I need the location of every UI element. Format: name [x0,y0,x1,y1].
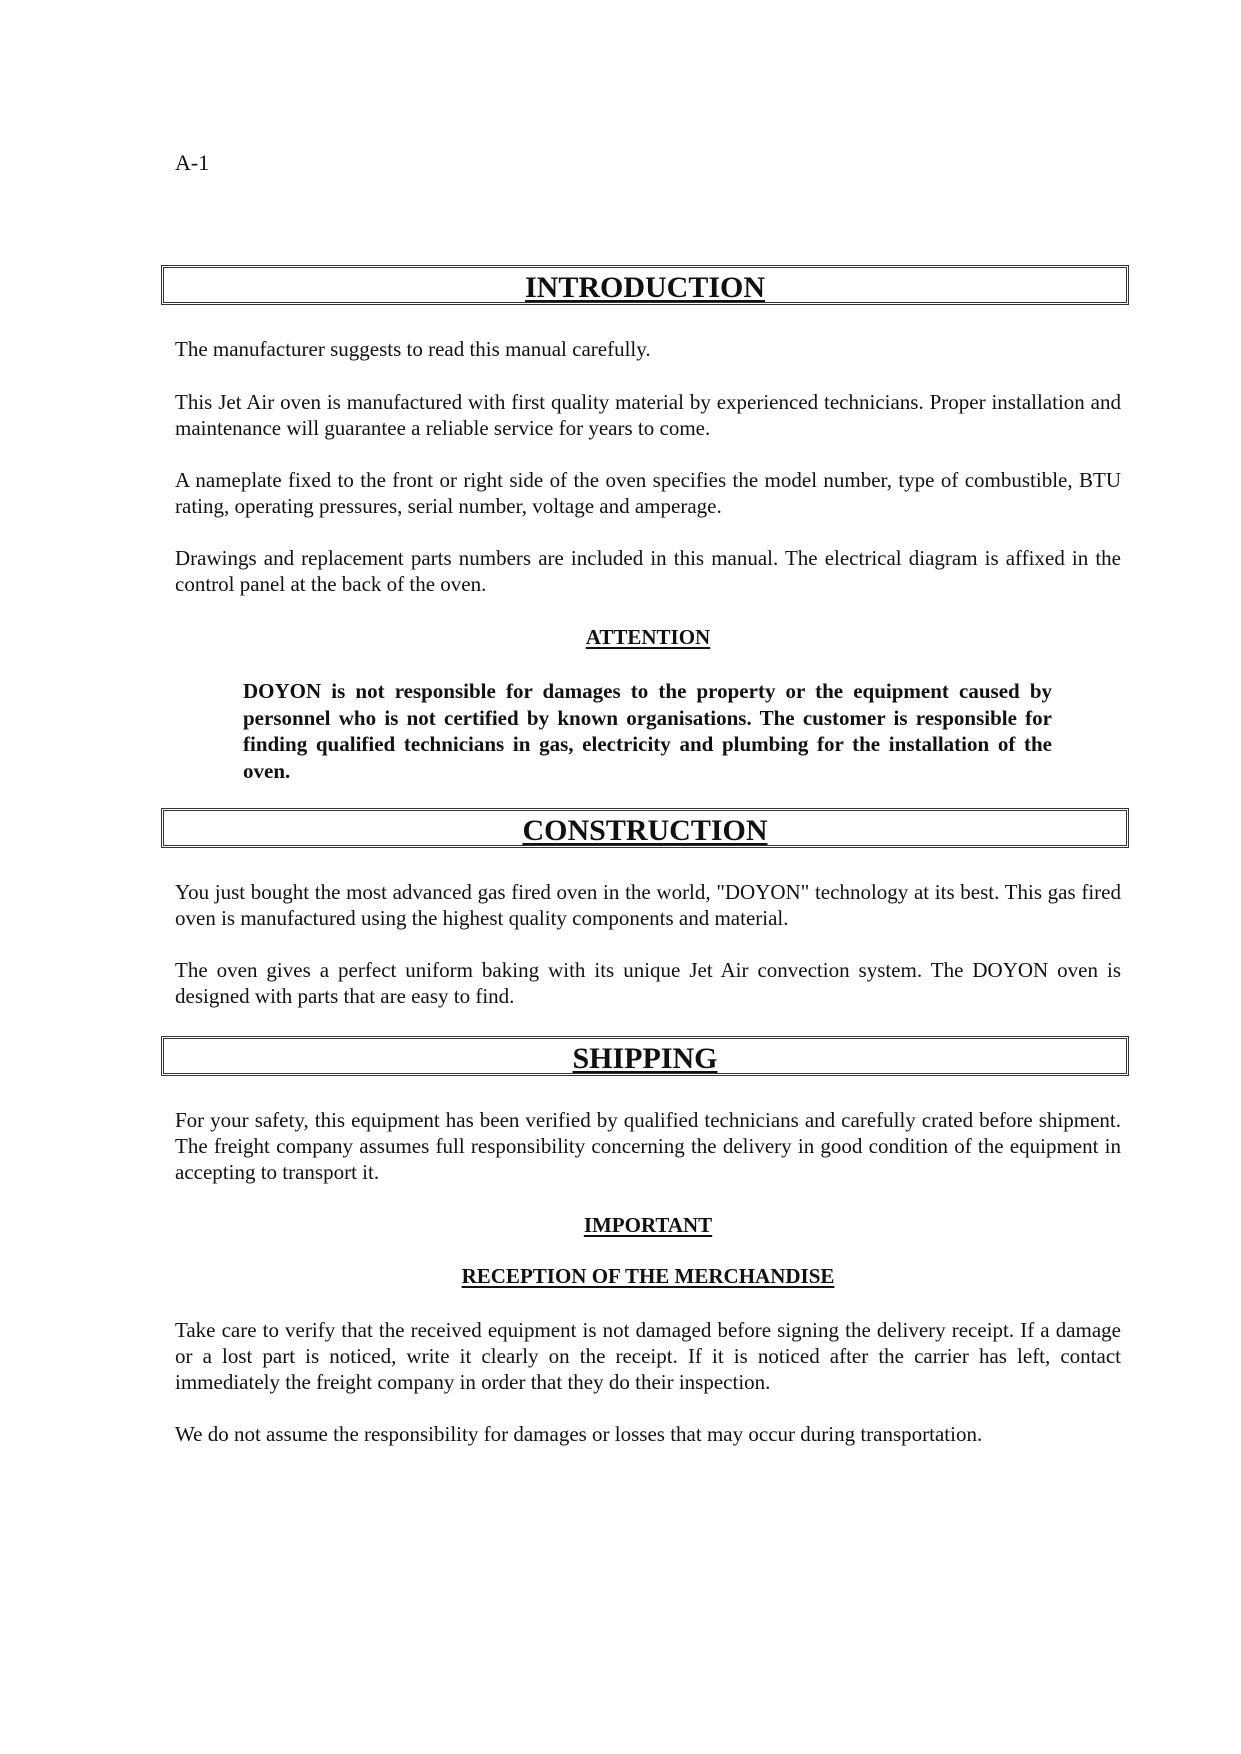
attention-warning-text: DOYON is not responsible for damages to the property or the equipment caused by personnel who is not certified by known organisations. The customer is responsible for finding qualified technicians in gas, electricity and plumbing for the installation of the oven. [243,679,1052,783]
shipping-heading: SHIPPING [572,1042,718,1075]
introduction-heading-box [161,265,1129,305]
reception-heading: RECEPTION OF THE MERCHANDISE [461,1264,835,1288]
shipping-paragraph-3: We do not assume the responsibility for damages or losses that may occur during transportation. [175,1422,983,1446]
important-heading: IMPORTANT [583,1213,713,1237]
construction-paragraph-2: The oven gives a perfect uniform baking with its unique Jet Air convection system. The DOYON oven is designed with parts that are easy to find. [175,958,1121,1008]
construction-paragraph-1: You just bought the most advanced gas fired oven in the world, "DOYON" technology at its best. This gas fired oven is manufactured using the highest quality components and material. [175,880,1121,930]
introduction-heading: INTRODUCTION [524,271,766,304]
intro-paragraph-2: This Jet Air oven is manufactured with first quality material by experienced technicians. Proper installation and maintenance will guarantee a reliable service for years to come. [175,390,1121,440]
shipping-paragraph-1: For your safety, this equipment has been verified by qualified technicians and carefully crated before shipment. The freight company assumes full responsibility concerning the delivery in good condition of the equipment in accepting to transport it. [175,1108,1121,1184]
page-number: A-1 [175,150,210,175]
shipping-paragraph-2: Take care to verify that the received equipment is not damaged before signing the delivery receipt. If a damage or a lost part is noticed, write it clearly on the receipt. If it is noticed after the carrier has left, contact immediately the freight company in order that they do their inspection. [175,1318,1121,1394]
shipping-heading-box [161,1036,1129,1076]
attention-heading: ATTENTION [585,625,711,649]
intro-paragraph-1: The manufacturer suggests to read this manual carefully. [175,337,651,361]
construction-heading: CONSTRUCTION [522,814,768,847]
intro-paragraph-3: A nameplate fixed to the front or right side of the oven specifies the model number, type of combustible, BTU rating, operating pressures, serial number, voltage and amperage. [175,468,1121,518]
intro-paragraph-4: Drawings and replacement parts numbers are included in this manual. The electrical diagram is affixed in the control panel at the back of the oven. [175,546,1121,596]
construction-heading-box [161,808,1129,848]
